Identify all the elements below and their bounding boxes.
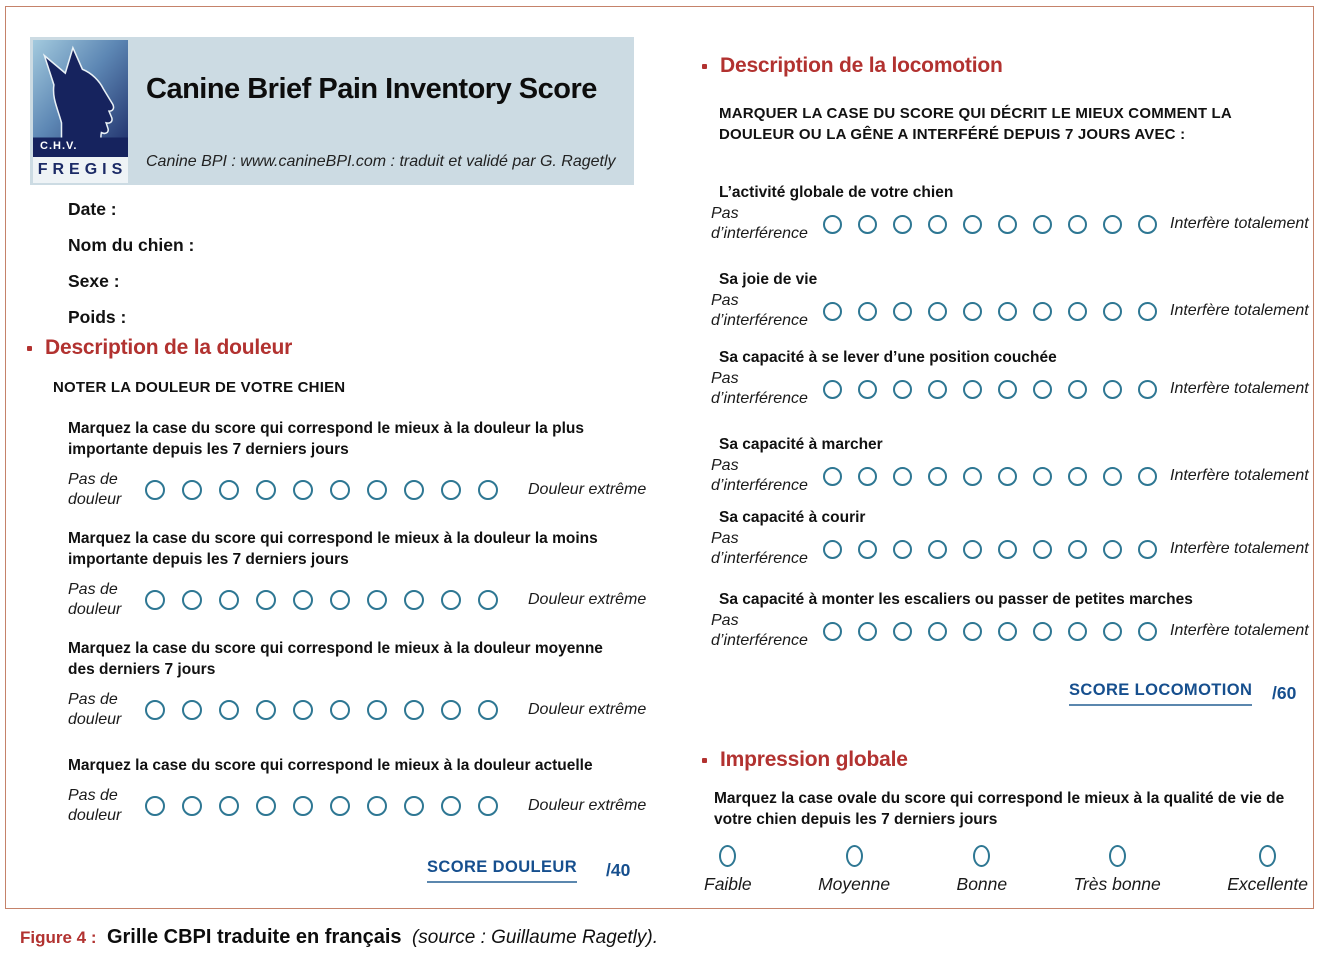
scale-right-label: Interfère totalement (1170, 467, 1309, 484)
score-circle[interactable] (1068, 622, 1087, 641)
locomotion-item-6 (711, 590, 1309, 651)
score-circle[interactable] (858, 302, 877, 321)
score-circle[interactable] (1138, 467, 1157, 486)
score-scale (823, 467, 1157, 486)
pain-score-label: SCORE DOULEUR (427, 858, 577, 883)
score-circle[interactable] (219, 796, 239, 816)
global-heading-text: Impression globale (720, 748, 908, 771)
score-scale (823, 540, 1157, 559)
score-circle[interactable] (1103, 215, 1122, 234)
score-circle[interactable] (858, 622, 877, 641)
score-oval[interactable] (846, 845, 863, 867)
page-subtitle: Canine BPI : www.canineBPI.com : traduit et validé par G. Ragetly (146, 153, 616, 170)
figure-number: Figure 4 : (20, 928, 97, 947)
scale-right-label: Interfère totalement (1170, 380, 1309, 397)
score-oval[interactable] (973, 845, 990, 867)
score-circle[interactable] (478, 480, 498, 500)
score-circle[interactable] (256, 480, 276, 500)
score-circle[interactable] (367, 480, 387, 500)
score-circle[interactable] (441, 796, 461, 816)
qol-option-moyenne (818, 845, 890, 895)
question-text: Marquez la case du score qui correspond le mieux à la douleur actuelle (68, 757, 593, 774)
score-circle[interactable] (219, 590, 239, 610)
score-circle[interactable] (1138, 380, 1157, 399)
score-circle[interactable] (256, 796, 276, 816)
score-circle[interactable] (1033, 622, 1052, 641)
score-circle[interactable] (367, 796, 387, 816)
score-circle[interactable] (404, 700, 424, 720)
scale-right-label: Douleur extrême (528, 701, 647, 718)
score-scale-row (68, 786, 647, 826)
score-circle[interactable] (928, 540, 947, 559)
qol-option-excellente (1227, 845, 1308, 895)
score-circle[interactable] (998, 540, 1017, 559)
score-circle[interactable] (998, 380, 1017, 399)
score-circle[interactable] (963, 540, 982, 559)
score-circle[interactable] (858, 540, 877, 559)
locomotion-item-1 (711, 183, 1309, 244)
score-circle[interactable] (823, 467, 842, 486)
score-circle[interactable] (893, 540, 912, 559)
item-title: Sa capacité à courir (719, 509, 866, 526)
scale-left-label: Pas de douleur (68, 787, 122, 824)
identity-fields (68, 199, 194, 343)
score-scale (823, 380, 1157, 399)
score-circle[interactable] (893, 467, 912, 486)
score-circle[interactable] (478, 590, 498, 610)
locomotion-item-5 (711, 508, 1309, 569)
score-circle[interactable] (928, 215, 947, 234)
score-circle[interactable] (963, 622, 982, 641)
scale-right-label: Interfère totalement (1170, 215, 1309, 232)
oval-label: Faible (704, 874, 752, 894)
pain-question-4 (68, 755, 647, 826)
score-circle[interactable] (1068, 380, 1087, 399)
score-circle[interactable] (823, 302, 842, 321)
score-scale-row (711, 611, 1309, 651)
score-circle[interactable] (182, 480, 202, 500)
score-circle[interactable] (893, 302, 912, 321)
oval-label: Bonne (956, 874, 1008, 894)
score-scale (145, 700, 498, 720)
score-circle[interactable] (330, 480, 350, 500)
fregis-logo (33, 40, 128, 183)
scale-left-label: Pas d’interférence (711, 205, 808, 242)
score-circle[interactable] (1033, 467, 1052, 486)
dog-name-field-label: Nom du chien : (68, 235, 195, 255)
score-circle[interactable] (293, 590, 313, 610)
form-border-box (5, 6, 1314, 909)
score-circle[interactable] (893, 380, 912, 399)
oval-label: Très bonne (1073, 874, 1161, 894)
logo-fregis-text: FREGIS (33, 157, 128, 183)
score-scale-row (711, 529, 1309, 569)
score-circle[interactable] (928, 467, 947, 486)
score-circle[interactable] (182, 796, 202, 816)
score-circle[interactable] (219, 700, 239, 720)
scale-right-label: Douleur extrême (528, 481, 647, 498)
scale-right-label: Interfère totalement (1170, 302, 1309, 319)
score-circle[interactable] (182, 700, 202, 720)
scale-right-label: Douleur extrême (528, 797, 647, 814)
score-circle[interactable] (823, 622, 842, 641)
pain-heading-text: Description de la douleur (45, 336, 293, 359)
scale-left-label: Pas d’interférence (711, 457, 808, 494)
pain-question-3 (68, 638, 647, 730)
score-circle[interactable] (858, 467, 877, 486)
section-bullet-icon (702, 64, 707, 69)
score-circle[interactable] (330, 700, 350, 720)
score-circle[interactable] (1103, 540, 1122, 559)
score-circle[interactable] (293, 796, 313, 816)
logo-chv-text: C.H.V. (40, 140, 78, 152)
score-scale-row (711, 291, 1309, 331)
score-circle[interactable] (928, 302, 947, 321)
scale-left-label: Pas de douleur (68, 471, 122, 508)
scale-right-label: Interfère totalement (1170, 540, 1309, 557)
item-title: Sa capacité à monter les escaliers ou passer de petites marches (719, 591, 1193, 608)
pain-instruction: NOTER LA DOULEUR DE VOTRE CHIEN (53, 379, 346, 396)
score-circle[interactable] (367, 700, 387, 720)
locomotion-item-3 (711, 348, 1309, 409)
score-circle[interactable] (404, 590, 424, 610)
section-bullet-icon (702, 758, 707, 763)
score-circle[interactable] (963, 215, 982, 234)
score-circle[interactable] (441, 700, 461, 720)
locomotion-item-4 (711, 435, 1309, 496)
score-circle[interactable] (1103, 302, 1122, 321)
score-circle[interactable] (256, 700, 276, 720)
item-title: Sa capacité à marcher (719, 436, 883, 453)
score-circle[interactable] (1138, 540, 1157, 559)
pain-question-1 (68, 418, 647, 510)
score-circle[interactable] (998, 302, 1017, 321)
score-scale-row (711, 204, 1309, 244)
pain-question-2 (68, 528, 647, 620)
score-circle[interactable] (893, 215, 912, 234)
score-circle[interactable] (1068, 302, 1087, 321)
scale-left-label: Pas d’interférence (711, 370, 808, 407)
oval-label: Excellente (1227, 874, 1308, 894)
score-circle[interactable] (404, 796, 424, 816)
score-circle[interactable] (963, 467, 982, 486)
page-title: Canine Brief Pain Inventory Score (146, 73, 597, 105)
score-circle[interactable] (1033, 302, 1052, 321)
question-text: Marquez la case du score qui correspond le mieux à la douleur la plus importante depuis les 7 derniers jours (68, 420, 584, 458)
score-circle[interactable] (823, 215, 842, 234)
score-scale (823, 622, 1157, 641)
score-circle[interactable] (1138, 622, 1157, 641)
score-circle[interactable] (928, 380, 947, 399)
qol-option-faible (704, 845, 752, 895)
score-circle[interactable] (1138, 215, 1157, 234)
score-circle[interactable] (441, 480, 461, 500)
score-circle[interactable] (998, 622, 1017, 641)
score-circle[interactable] (404, 480, 424, 500)
score-circle[interactable] (1138, 302, 1157, 321)
score-circle[interactable] (963, 302, 982, 321)
item-title: L’activité globale de votre chien (719, 184, 954, 201)
score-oval[interactable] (719, 845, 736, 867)
figure-source: (source : Guillaume Ragetly). (411, 927, 658, 948)
score-circle[interactable] (293, 480, 313, 500)
qol-option-bonne (957, 845, 1008, 895)
pain-score-max: /40 (606, 860, 631, 880)
date-field-label: Date : (68, 199, 117, 219)
locomotion-instruction: MARQUER LA CASE DU SCORE QUI DÉCRIT LE MIEUX COMMENT LA DOULEUR OU LA GÊNE A INTERFÉRÉ DEPUIS 7 JOURS AVEC : (719, 105, 1232, 143)
score-scale (823, 215, 1157, 234)
score-circle[interactable] (998, 215, 1017, 234)
locomotion-section-heading (702, 54, 1003, 78)
sex-field-label: Sexe : (68, 271, 120, 291)
dog-silhouette-icon (33, 40, 128, 157)
score-circle[interactable] (1103, 467, 1122, 486)
section-bullet-icon (27, 346, 32, 351)
score-circle[interactable] (145, 590, 165, 610)
scale-left-label: Pas d’interférence (711, 292, 808, 329)
score-circle[interactable] (858, 215, 877, 234)
scale-left-label: Pas de douleur (68, 581, 122, 618)
score-circle[interactable] (998, 467, 1017, 486)
score-circle[interactable] (1068, 215, 1087, 234)
qol-option-tres-bonne (1074, 845, 1161, 895)
score-circle[interactable] (1033, 215, 1052, 234)
item-title: Sa capacité à se lever d’une position couchée (719, 349, 1057, 366)
score-circle[interactable] (145, 796, 165, 816)
scale-left-label: Pas d’interférence (711, 530, 808, 567)
score-circle[interactable] (1103, 380, 1122, 399)
item-title: Sa joie de vie (719, 271, 818, 288)
score-circle[interactable] (441, 590, 461, 610)
scale-right-label: Interfère totalement (1170, 622, 1309, 639)
scale-left-label: Pas d’interférence (711, 612, 808, 649)
locomotion-heading-text: Description de la locomotion (720, 54, 1003, 77)
score-circle[interactable] (928, 622, 947, 641)
score-circle[interactable] (330, 796, 350, 816)
score-circle[interactable] (145, 700, 165, 720)
score-circle[interactable] (478, 700, 498, 720)
score-scale (823, 302, 1157, 321)
oval-label: Moyenne (818, 874, 891, 894)
score-circle[interactable] (823, 540, 842, 559)
score-circle[interactable] (1033, 380, 1052, 399)
score-scale-row (68, 690, 647, 730)
score-scale-row (711, 456, 1309, 496)
score-scale (145, 590, 498, 610)
score-circle[interactable] (1103, 622, 1122, 641)
score-scale-row (68, 580, 647, 620)
score-circle[interactable] (858, 380, 877, 399)
scale-right-label: Douleur extrême (528, 591, 647, 608)
locomotion-score-label: SCORE LOCOMOTION (1069, 681, 1252, 706)
score-circle[interactable] (1033, 540, 1052, 559)
score-circle[interactable] (1068, 467, 1087, 486)
score-circle[interactable] (963, 380, 982, 399)
score-oval[interactable] (1259, 845, 1276, 867)
score-scale (145, 796, 498, 816)
score-scale (145, 480, 498, 500)
quality-of-life-scale (704, 845, 1308, 895)
global-instruction: Marquez la case ovale du score qui correspond le mieux à la qualité de vie de votre chien depuis les 7 derniers jours (714, 790, 1285, 828)
score-circle[interactable] (478, 796, 498, 816)
global-section-heading (702, 748, 908, 772)
question-text: Marquez la case du score qui correspond le mieux à la douleur moyenne des derniers 7 jours (68, 640, 603, 678)
score-oval[interactable] (1109, 845, 1126, 867)
score-scale-row (68, 470, 647, 510)
score-circle[interactable] (823, 380, 842, 399)
score-circle[interactable] (330, 590, 350, 610)
locomotion-score-max: /60 (1272, 683, 1297, 703)
score-circle[interactable] (293, 700, 313, 720)
locomotion-item-2 (711, 270, 1309, 331)
score-circle[interactable] (256, 590, 276, 610)
scale-left-label: Pas de douleur (68, 691, 122, 728)
figure-caption (20, 926, 658, 949)
question-text: Marquez la case du score qui correspond le mieux à la douleur la moins importante depuis les 7 derniers jours (68, 530, 598, 568)
weight-field-label: Poids : (68, 307, 127, 327)
score-circle[interactable] (182, 590, 202, 610)
pain-section-heading (27, 336, 292, 360)
score-circle[interactable] (893, 622, 912, 641)
score-circle[interactable] (367, 590, 387, 610)
score-circle[interactable] (1068, 540, 1087, 559)
score-circle[interactable] (145, 480, 165, 500)
score-circle[interactable] (219, 480, 239, 500)
score-scale-row (711, 369, 1309, 409)
figure-title: Grille CBPI traduite en français (106, 926, 402, 948)
